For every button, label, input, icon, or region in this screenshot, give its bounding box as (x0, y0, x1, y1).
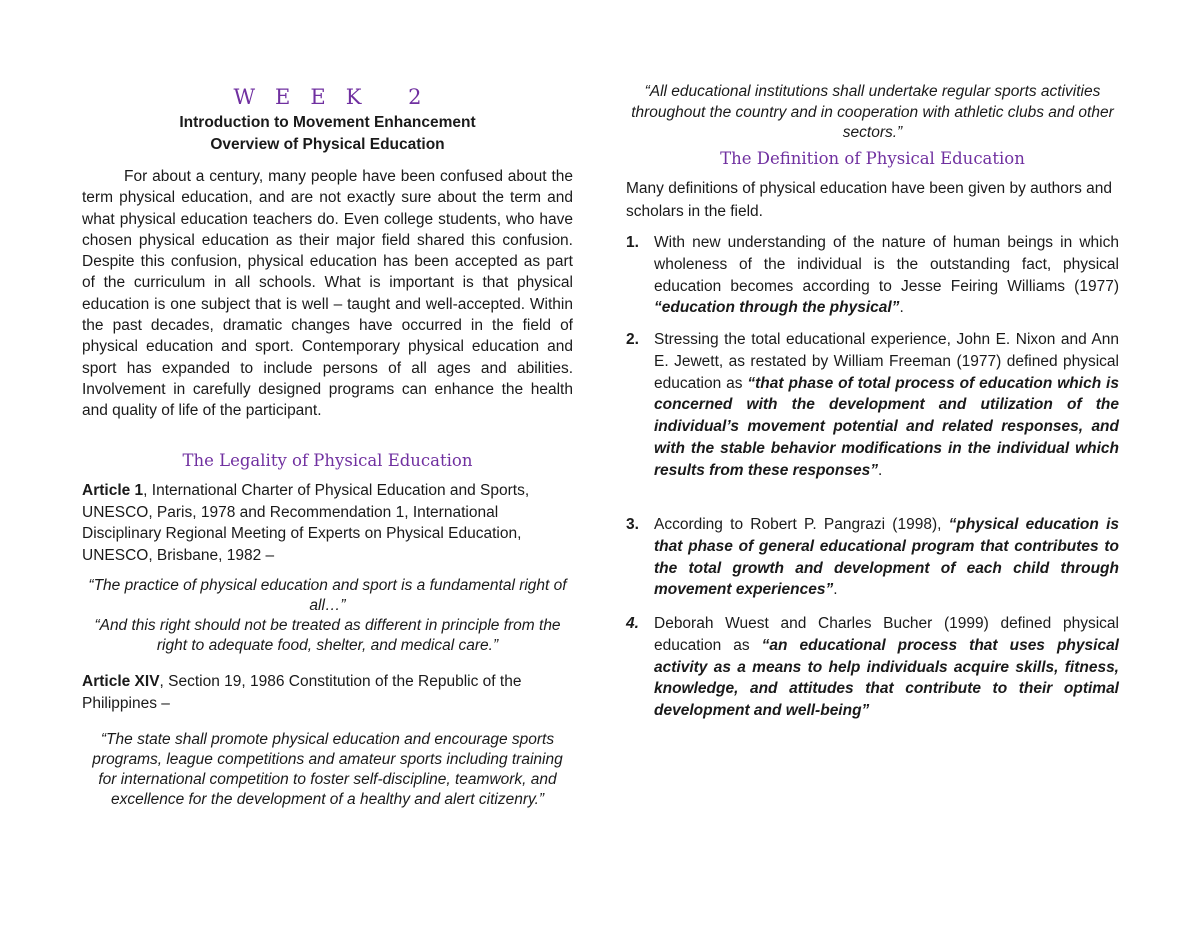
quote-charter-2: “And this right should not be treated as different in principle from the right to adequate food, shelter, and medical care.” (94, 617, 561, 654)
article-14-text: , Section 19, 1986 Constitution of the Republic of the Philippines – (82, 673, 522, 712)
definition-quote: “physical education is that phase of general educational program that contributes to the total growth and development of each child through movement experiences” (654, 516, 1119, 599)
definition-tail: . (833, 581, 838, 599)
quote-charter-1: “The practice of physical education and sport is a fundamental right of all…” (88, 577, 567, 614)
week-label: W E E K 2 (233, 85, 422, 109)
list-number: 2. (626, 331, 639, 348)
list-item-text (654, 329, 1119, 482)
definition-source: Deborah Wuest and Charles Bucher (1999) defined physical education as (654, 615, 1119, 654)
article-1-paragraph (82, 480, 573, 566)
article-1-label: Article 1 (82, 482, 144, 499)
definition-tail: . (899, 299, 904, 317)
list-number: 4. (626, 615, 639, 632)
definition-quote: “an educational process that uses physical activity as a means to help individuals acquire skills, fitness, knowledge, and attitudes that contribute to their optimal development and well-being” (654, 636, 1119, 720)
list-number: 3. (626, 516, 639, 533)
article-14-paragraph (82, 671, 573, 714)
list-item (626, 514, 1119, 601)
definition-intro: Many definitions of physical education have been given by authors and scholars in the field. (626, 180, 1112, 220)
definition-tail: . (877, 461, 883, 479)
list-item (626, 232, 1119, 319)
definition-source: Stressing the total educational experience, John E. Nixon and Ann E. Jewett, as restated by William Freeman (1977) defined physical education as (654, 331, 1119, 392)
list-item (626, 613, 1119, 722)
definition-quote: “education through the physical” (654, 299, 900, 317)
article-14-label: Article XIV (82, 673, 160, 690)
quote-constitution: “The state shall promote physical education and encourage sports programs, league competitions and amateur sports including training for international competition to foster self-discipline, teamwork, and excellence for the development of a healthy and alert citizenry.” (92, 731, 563, 808)
definition-source: According to Robert P. Pangrazi (1998), (654, 516, 949, 533)
quote-sports-activities: “All educational institutions shall undertake regular sports activities throughout the country and in cooperation with athletic clubs and other sectors.” (631, 83, 1114, 141)
list-item-text (654, 514, 1119, 601)
list-number: 1. (626, 234, 639, 251)
intro-paragraph: For about a century, many people have been confused about the term physical education, and are not exactly sure about the term and what physical education teachers do. Even college students, who have chosen physical education as their major field shared this confusion. Despite this confusion, physical education has been accepted as part of the curriculum in all schools. What is important is that physical education is one subject that is well – taught and well-accepted. Within the past decades, dramatic changes have occurred in the field of physical education and sport. Contemporary physical education and sport has expanded to include persons of all ages and abilities. Involvement in carefully designed programs can enhance the health and quality of life of the participant. (82, 168, 573, 420)
article-1-text: , International Charter of Physical Education and Sports, UNESCO, Paris, 1978 and Recommendation 1, International Disciplinary Regional Meeting of Experts on Physical Education, UNESCO, Brisbane, 1982 – (82, 482, 530, 564)
list-item-text (654, 232, 1119, 319)
page-subtitle: Overview of Physical Education (210, 136, 445, 153)
list-item-text (654, 613, 1119, 722)
legality-heading: The Legality of Physical Education (182, 451, 473, 470)
page-title: Introduction to Movement Enhancement (179, 114, 476, 131)
definition-quote: “that phase of total process of education which is concerned with the development and utilization of the individual’s movement potential and related responses, and with the stable behavior modifications in the individual which results from these responses” (654, 374, 1119, 479)
list-item (626, 329, 1119, 482)
definition-source: With new understanding of the nature of human beings in which wholeness of the individual is the outstanding fact, physical education becomes according to Jesse Feiring Williams (1977) (654, 234, 1119, 295)
definition-heading: The Definition of Physical Education (720, 149, 1025, 168)
